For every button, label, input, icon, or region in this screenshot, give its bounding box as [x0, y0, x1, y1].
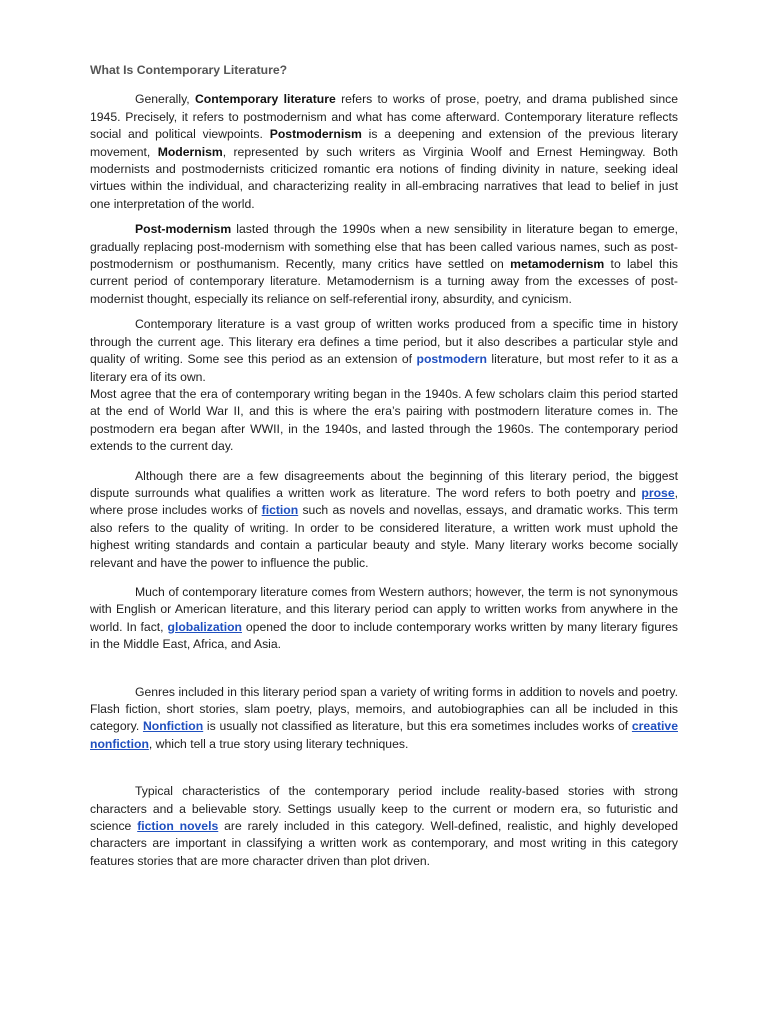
p7-text: , which tell a true story using literary techniques. — [148, 736, 409, 751]
paragraph-6 — [90, 584, 678, 654]
paragraph-1 — [90, 91, 678, 213]
p1-text: refers to works of prose, poetry, and drama published since 1945. Precisely, it refers to postmodernism and what has come afterward. Contemporary literature reflects social and political viewpoints. — [90, 92, 679, 142]
p8-text: are rarely included in this category. Well-defined, realistic, and highly developed characters are important in classifying a written work as contemporary, and most writing in this category features stories that are more character driven than plot driven. — [90, 819, 678, 868]
p5-text: , where prose includes works of — [90, 485, 678, 518]
p5-text: such as novels and novellas, essays, and dramatic works. This term also refers to the quality of writing. In order to be considered literature, a written work must uphold the highest writing standards and contain a particular beauty and style. Many literary works become socially relevant and have the power to influence the public. — [90, 503, 678, 570]
document-title: What Is Contemporary Literature? — [90, 63, 288, 77]
p3-text: Contemporary literature is a vast group of written works produced from a specific time in history through the current age. This literary era defines a time period, but it also describes a particular style and quality of writing. Some see this period as an extension of — [90, 317, 678, 367]
link-prose[interactable]: prose — [641, 485, 675, 500]
link-globalization[interactable]: globalization — [167, 619, 242, 634]
paragraph-2 — [90, 221, 678, 308]
p2-text: lasted through the 1990s when a new sensibility in literature began to emerge, gradually replacing post-modernism with something else that has been called various names, such as post-postmodernism or posthumanism. Recently, many critics have settled on — [90, 222, 678, 272]
p8-text: Typical characteristics of the contemporary period include reality-based stories with strong characters and a believable story. Settings usually keep to the current or modern era, so futuristic and science — [90, 784, 678, 834]
paragraph-8 — [90, 783, 678, 870]
p1-text: , represented by such writers as Virginia Woolf and Ernest Hemingway. Both modernists and postmodernists criticized romantic era notions of finding divinity in nature, seeking ideal virtues within the individual, and characterizing reality in all-embracing narratives that lead to belief in just one interpretation of the world. — [90, 144, 679, 211]
bold-term-metamodernism: metamodernism — [510, 257, 605, 272]
p1-text: Generally, — [135, 92, 195, 107]
paragraph-5 — [90, 468, 678, 572]
p6-text: opened the door to include contemporary works written by many literary figures in the Middle East, Africa, and Asia. — [90, 619, 678, 652]
p1-text: is a deepening and extension of the previous literary movement, — [90, 127, 678, 159]
p5-text: Although there are a few disagreements about the beginning of this literary period, the biggest dispute surrounds what qualifies a written work as literature. The word refers to both poetry and — [90, 468, 678, 500]
link-fiction-novels[interactable]: fiction novels — [137, 819, 219, 834]
p6-text: Much of contemporary literature comes from Western authors; however, the term is not synonymous with English or American literature, and this literary period can apply to written works from anywhere in the world. In fact, — [90, 584, 678, 634]
bold-term-postmodernism: Postmodernism — [269, 127, 362, 142]
bold-term-contemporary-literature: Contemporary literature — [194, 92, 336, 107]
bold-term-modernism: Modernism — [157, 144, 223, 159]
link-creative-nonfiction[interactable]: creative nonfiction — [90, 719, 678, 751]
paragraph-7 — [90, 684, 678, 754]
link-fiction[interactable]: fiction — [261, 503, 299, 518]
link-nonfiction[interactable]: Nonfiction — [142, 719, 204, 734]
p7-text: Genres included in this literary period span a variety of writing forms in addition to novels and poetry. Flash fiction, short stories, slam poetry, plays, memoirs, and autobiographies can all be included in this category. — [90, 684, 678, 734]
p2-text: to label this current period of contemporary literature. Metamodernism is a turning away from the excesses of post-modernist thought, especially its reliance on self-referential irony, absurdity, and cynicism. — [90, 257, 679, 306]
paragraph-3 — [90, 316, 678, 386]
link-postmodern[interactable]: postmodern — [416, 352, 487, 367]
paragraph-4: Most agree that the era of contemporary writing began in the 1940s. A few scholars claim this period started at the end of World War II, and this is where the era’s pairing with postmodern literature comes in. The postmodern era began after WWII, in the 1940s, and lasted through the 1960s. The contemporary period extends to the current day. — [90, 386, 678, 454]
p7-text: is usually not classified as literature, but this era sometimes includes works of — [203, 719, 632, 734]
document-page — [90, 60, 678, 870]
bold-term-post-modernism: Post-modernism — [135, 222, 232, 237]
p3-text: literature, but most refer to it as a literary era of its own. — [90, 352, 678, 384]
